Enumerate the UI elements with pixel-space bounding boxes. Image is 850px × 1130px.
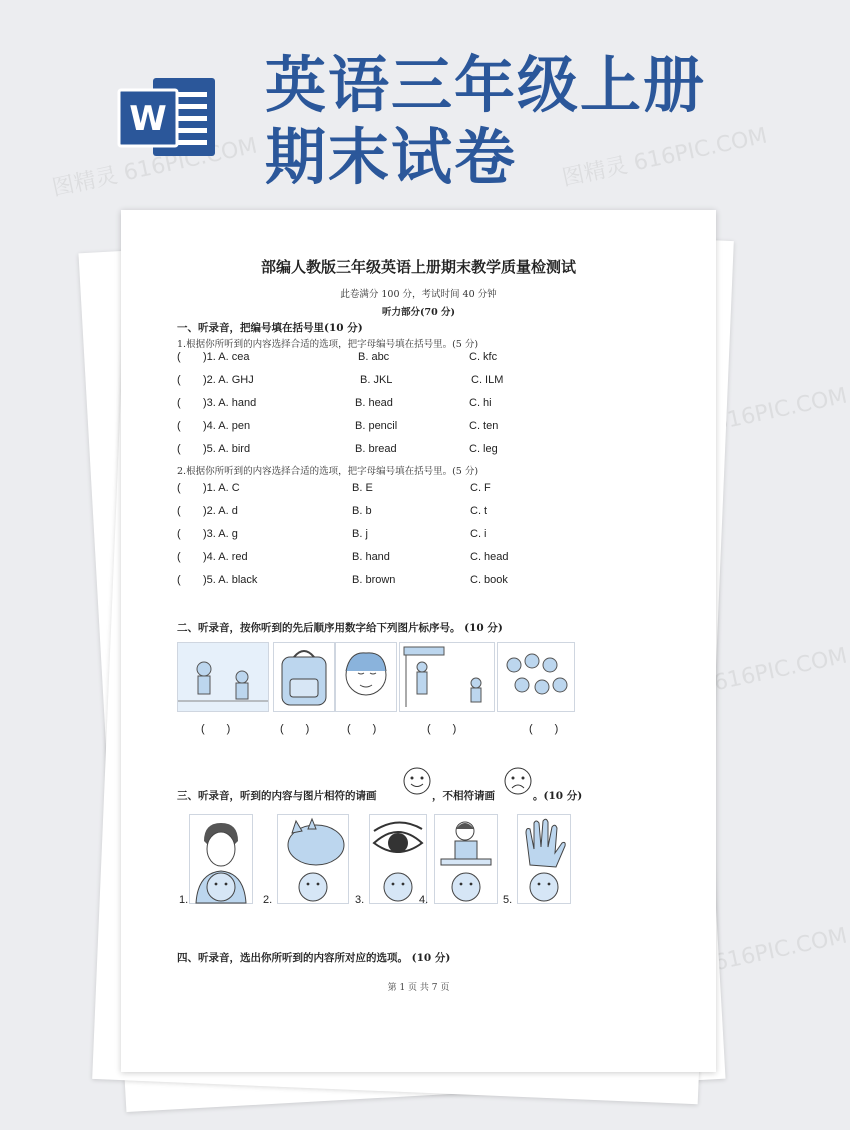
section3-title-b: ，不相符请画 (432, 790, 495, 802)
option-c: C. hi (469, 397, 492, 409)
item-number: 2. (263, 894, 273, 906)
watermark: 图精灵 616PIC.COM (560, 123, 770, 192)
item-number: 1. (179, 894, 189, 906)
option-c: C. F (470, 482, 491, 494)
watermark: 图精灵 616PIC.COM (640, 643, 850, 712)
option-a: )5. A. bird (203, 443, 251, 455)
section3-title-c: 。(10 分) (533, 790, 583, 802)
picture-classroom (399, 642, 495, 712)
option-c: C. t (470, 505, 488, 517)
answer-paren[interactable]: ( (177, 374, 181, 386)
exam-subtitle: 此卷满分 100 分，考试时间 40 分钟 (340, 289, 497, 300)
option-a: )4. A. pen (203, 420, 251, 432)
option-a: )4. A. red (203, 551, 248, 563)
picture-man (189, 814, 253, 904)
option-a: )3. A. g (203, 528, 238, 540)
option-c: C. kfc (469, 351, 498, 363)
picture-group-of-kids (497, 642, 575, 712)
option-c: C. leg (469, 443, 498, 455)
watermark: 图精灵 616PIC.COM (50, 133, 260, 202)
answer-paren[interactable]: ( (177, 482, 181, 494)
option-c: C. ten (469, 420, 499, 432)
option-a: )5. A. black (203, 574, 258, 586)
section2-title: 二、听录音，按你听到的先后顺序用数字给下列图片标序号。 (10 分) (177, 622, 503, 634)
page-footer: 第 1 页 共 7 页 (387, 983, 450, 993)
answer-paren[interactable]: ( (177, 574, 181, 586)
banner-title-line1: 英语三年级上册 (265, 50, 707, 121)
picture-boy-at-desk (434, 814, 498, 904)
option-c: C. head (470, 551, 509, 563)
option-b: B. E (352, 482, 373, 494)
answer-paren[interactable]: ( (177, 505, 181, 517)
section1-title: 一、听录音，把编号填在括号里(10 分) (177, 322, 363, 334)
option-b: B. JKL (360, 374, 393, 386)
option-a: )1. A. C (203, 482, 240, 494)
option-a: )2. A. GHJ (203, 374, 254, 386)
answer-blank[interactable]: ( ) (529, 723, 559, 735)
option-a: )3. A. hand (203, 397, 257, 409)
option-b: B. j (352, 528, 368, 540)
section1-part1-instruction: 1.根据你所听到的内容选择合适的选项，把字母编号填在括号里。(5 分) (177, 339, 479, 350)
watermark: 图精灵 616PIC.COM (640, 383, 850, 452)
answer-paren[interactable]: ( (177, 351, 181, 363)
word-doc-icon (115, 72, 225, 162)
picture-boy-face (335, 642, 397, 712)
item-number: 4. (419, 894, 429, 906)
logo-letter: W (129, 99, 167, 139)
listening-header: 听力部分(70 分) (381, 307, 456, 318)
item-number: 5. (503, 894, 513, 906)
banner-title (265, 50, 706, 194)
sad-face-icon (503, 766, 533, 796)
option-b: B. b (352, 505, 372, 517)
banner-title-line2: 期末试卷 (265, 122, 518, 193)
answer-paren[interactable]: ( (177, 397, 181, 409)
picture-hand (517, 814, 571, 904)
option-c: C. ILM (471, 374, 504, 386)
picture-cat (277, 814, 349, 904)
answer-paren[interactable]: ( (177, 420, 181, 432)
answer-paren[interactable]: ( (177, 551, 181, 563)
exam-title: 部编人教版三年级英语上册期末教学质量检测试 (260, 258, 576, 276)
picture-eye (369, 814, 427, 904)
section4-title: 四、听录音，选出你所听到的内容所对应的选项。 (10 分) (177, 952, 451, 964)
item-number: 3. (355, 894, 365, 906)
option-b: B. hand (352, 551, 390, 563)
option-b: B. bread (355, 443, 397, 455)
answer-blank[interactable]: ( ) (280, 723, 310, 735)
picture-schoolbag (273, 642, 335, 712)
smiley-face-icon (402, 766, 432, 796)
option-b: B. head (355, 397, 393, 409)
section1-part2-instruction: 2.根据你所听到的内容选择合适的选项，把字母编号填在括号里。(5 分) (177, 466, 479, 477)
exam-page (121, 210, 716, 1072)
option-c: C. book (470, 574, 508, 586)
option-a: )1. A. cea (203, 351, 250, 363)
watermark: 图精灵 616PIC.COM (640, 923, 850, 992)
option-c: C. i (470, 528, 487, 540)
section3-title-a: 三、听录音，听到的内容与图片相符的请画 (177, 790, 377, 802)
answer-blank[interactable]: ( ) (427, 723, 457, 735)
answer-blank[interactable]: ( ) (201, 723, 231, 735)
option-b: B. abc (358, 351, 390, 363)
option-b: B. pencil (355, 420, 398, 432)
option-b: B. brown (352, 574, 396, 586)
answer-paren[interactable]: ( (177, 443, 181, 455)
answer-paren[interactable]: ( (177, 528, 181, 540)
picture-children-playing (177, 642, 269, 712)
option-a: )2. A. d (203, 505, 238, 517)
answer-blank[interactable]: ( ) (347, 723, 377, 735)
